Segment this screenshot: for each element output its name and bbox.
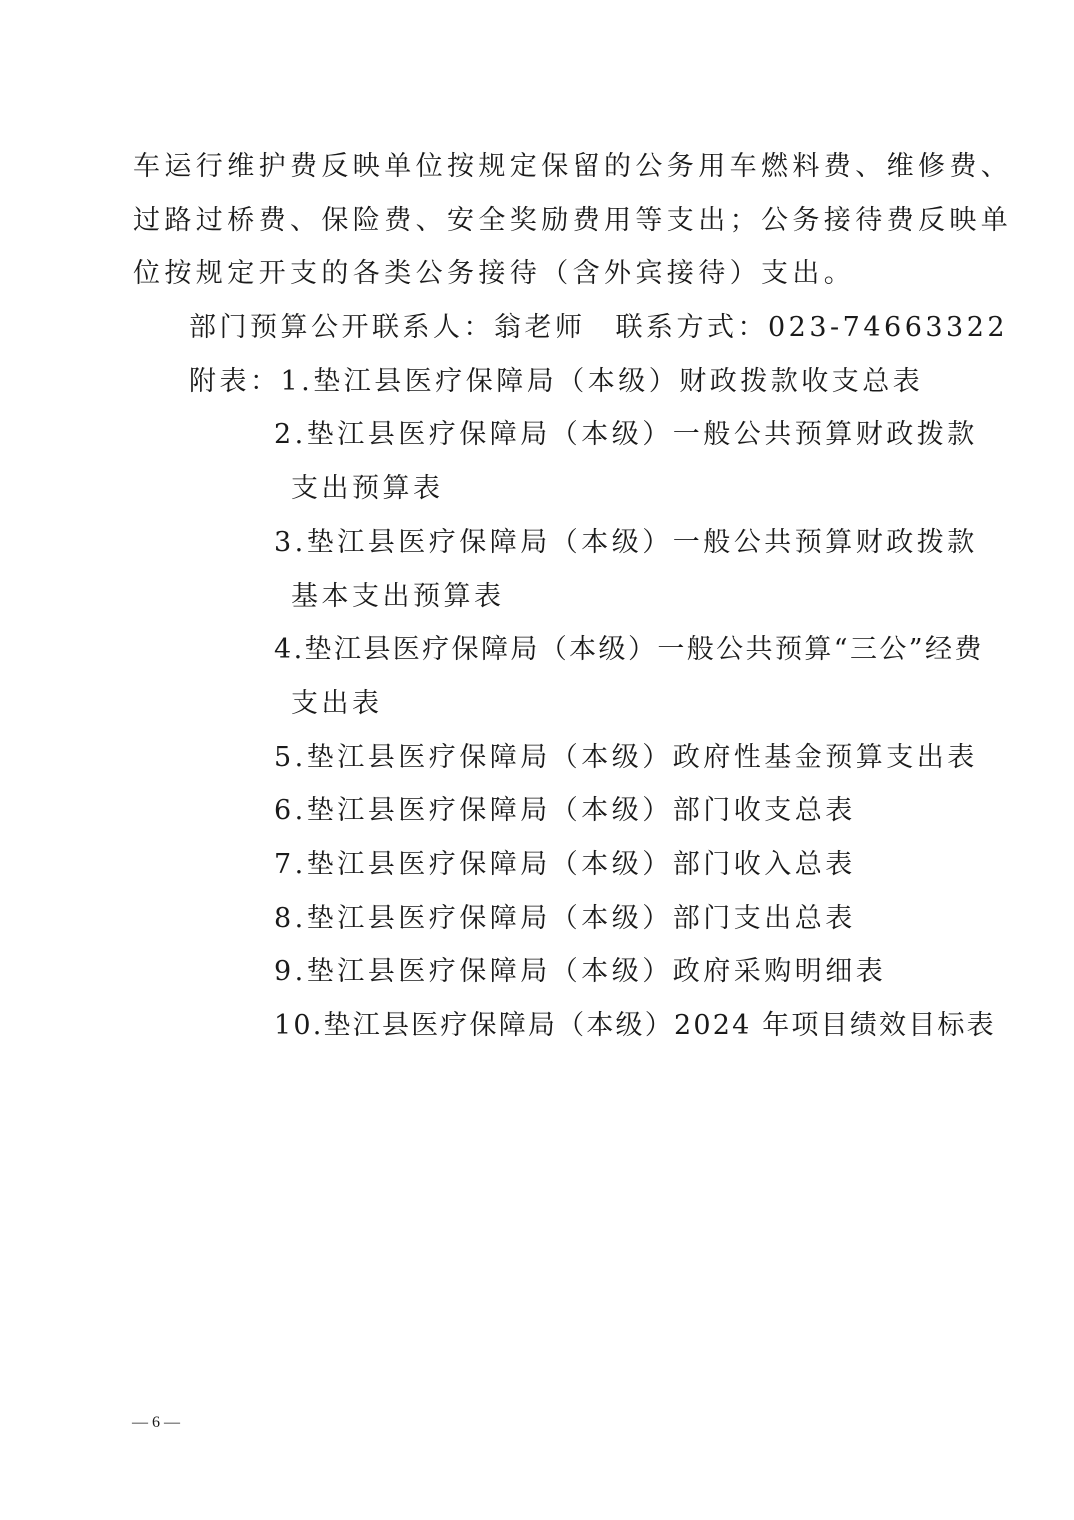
document-body	[133, 140, 1013, 1053]
attachment-item: 5.垫江县医疗保障局（本级）政府性基金预算支出表	[274, 741, 978, 773]
attachment-title: 1.垫江县医疗保障局（本级）财政拨款收支总表	[280, 365, 924, 397]
attachment-item: 3.垫江县医疗保障局（本级）一般公共预算财政拨款	[274, 526, 978, 558]
contact-line	[133, 301, 1009, 355]
attachment-item-continued: 支出表	[291, 687, 383, 719]
attachment-item-continued: 支出预算表	[291, 473, 444, 505]
attachment-item	[133, 355, 945, 409]
attachment-item: 4.垫江县医疗保障局（本级）一般公共预算“三公”经费	[274, 634, 984, 666]
page-number: — 6 —	[132, 1414, 180, 1431]
attachment-item: 8.垫江县医疗保障局（本级）部门支出总表	[274, 902, 856, 934]
paragraph-line: 车运行维护费反映单位按规定保留的公务用车燃料费、维修费、	[133, 151, 1013, 182]
attachment-item: 2.垫江县医疗保障局（本级）一般公共预算财政拨款	[274, 419, 978, 451]
attachment-prefix: 附表：	[189, 365, 281, 397]
attachment-item: 9.垫江县医疗保障局（本级）政府采购明细表	[274, 956, 887, 988]
paragraph-line: 位按规定开支的各类公务接待（含外宾接待）支出。	[133, 258, 856, 290]
contact-method: 联系方式：023-74663322	[615, 312, 1009, 344]
contact-person: 部门预算公开联系人：翁老师	[189, 312, 586, 344]
attachment-item: 7.垫江县医疗保障局（本级）部门收入总表	[274, 848, 856, 880]
attachment-item: 6.垫江县医疗保障局（本级）部门收支总表	[274, 795, 856, 827]
attachment-item: 10.垫江县医疗保障局（本级）2024 年项目绩效目标表	[274, 1010, 996, 1041]
attachment-item-continued: 基本支出预算表	[291, 580, 505, 612]
paragraph-line: 过路过桥费、保险费、安全奖励费用等支出；公务接待费反映单	[133, 204, 1013, 236]
